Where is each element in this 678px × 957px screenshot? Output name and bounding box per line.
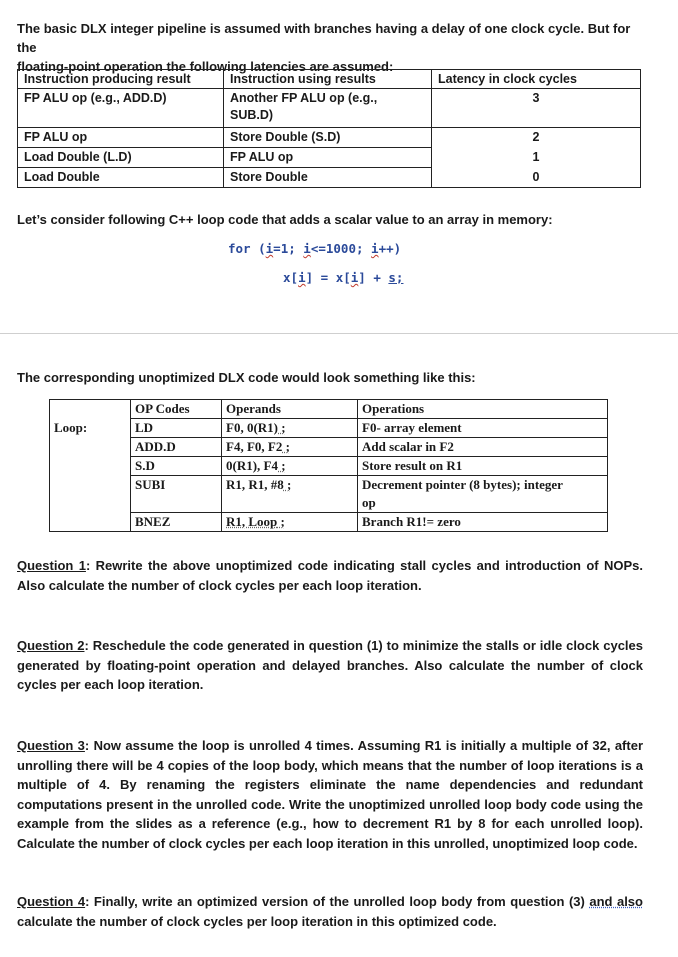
loop-intro: Let’s consider following C++ loop code that adds a scalar value to an array in memory: [17, 212, 553, 227]
dlx-semicolon: ; [282, 439, 290, 454]
cpp-token: ] [358, 270, 366, 285]
dlx-operands-text: 0(R1), F4 [226, 458, 278, 473]
latency-producer: Load Double [18, 168, 224, 188]
dlx-operation: Branch R1!= zero [358, 513, 608, 532]
latency-row [18, 128, 641, 148]
cpp-token: + [365, 270, 389, 285]
dlx-header-opcodes: OP Codes [131, 400, 222, 419]
question-label: Question 4 [17, 894, 86, 909]
question-text: : Now assume the loop is unrolled 4 times. Assuming R1 is initially a multiple of 32, after unrolling there will be 4 copies of the loop body, which means that the number of loop iterations is a multiple of 4. By renaming the registers eliminate the name dependencies and redundant computations present in the unrolled code. Write the unoptimized unrolled loop body code using the example from the slides as a reference (e.g., how to decrement R1 by 8 for each unrolled loop). Calculate the number of clock cycles per each loop iteration in this unrolled, unoptimized loop code. [17, 738, 644, 851]
question-text: : Rewrite the above unoptimized code indicating stall cycles and introduction of NOPs. Also calculate the number of clock cycles per each loop iteration. [17, 558, 643, 593]
dlx-operands [222, 438, 358, 457]
cpp-token: ++) [378, 241, 402, 256]
cpp-token: x[ [335, 270, 351, 285]
question-text-underlined: and also [589, 894, 643, 909]
cpp-for-line [228, 241, 401, 256]
cpp-var-i: i [350, 270, 359, 285]
dlx-opcode: ADD.D [131, 438, 222, 457]
cpp-var-s: s; [388, 270, 404, 285]
dlx-semicolon: ; [278, 420, 286, 435]
dlx-operands [222, 513, 358, 532]
dlx-label-cell [50, 476, 131, 513]
latency-header-user: Instruction using results [224, 70, 432, 89]
dlx-operands [222, 419, 358, 438]
table-row [50, 513, 608, 532]
dlx-header-operands: Operands [222, 400, 358, 419]
latency-header-producer: Instruction producing result [18, 70, 224, 89]
intro-line-2: floating-point operation the following latencies are assumed: [17, 59, 394, 74]
table-row [50, 438, 608, 457]
cpp-var-i: i [265, 241, 274, 256]
dlx-operation: F0- array element [358, 419, 608, 438]
cpp-var-i: i [303, 241, 311, 256]
dlx-label-cell [50, 457, 131, 476]
latency-producer: FP ALU op (e.g., ADD.D) [18, 89, 224, 128]
dlx-intro: The corresponding unoptimized DLX code would look something like this: [17, 370, 476, 385]
question-label: Question 3 [17, 738, 85, 753]
dlx-operands-text: R1, R1, #8 [226, 477, 284, 492]
dlx-semicolon: ; [283, 477, 292, 492]
latency-value: 3 [432, 89, 641, 128]
latency-table [17, 69, 641, 188]
question-label: Question 2 [17, 638, 85, 653]
dlx-code-table [49, 399, 608, 532]
table-row [50, 457, 608, 476]
latency-user-line2: SUB.D) [230, 108, 274, 122]
cpp-token: ] [305, 270, 314, 285]
latency-user [224, 89, 432, 128]
question-text: calculate the number of clock cycles per loop iteration in this optimized code. [17, 913, 497, 929]
latency-value: 0 [432, 168, 641, 188]
dlx-semicolon: ; [278, 458, 286, 473]
table-row [50, 476, 608, 513]
dlx-operands-text: F4, F0, F2 [226, 439, 283, 454]
dlx-label-cell [50, 513, 131, 532]
dlx-operands-text: R1, Loop [226, 514, 278, 529]
latency-row [18, 148, 641, 168]
latency-user: FP ALU op [224, 148, 432, 168]
question-text: : Reschedule the code generated in question (1) to minimize the stalls or idle clock cycles generated by floating-point operation and delayed branches. Also calculate the number of clock cycles per each loop iteration. [17, 638, 644, 692]
latency-producer: Load Double (L.D) [18, 148, 224, 168]
section-divider [0, 333, 678, 334]
cpp-token: x[ [283, 270, 299, 285]
dlx-operation: Add scalar in F2 [358, 438, 608, 457]
latency-user-line1: Another FP ALU op (e.g., [230, 91, 378, 105]
dlx-loop-label: Loop: [50, 419, 131, 438]
table-row [50, 419, 608, 438]
latency-value: 1 [432, 148, 641, 168]
dlx-operation-line1: Decrement pointer (8 bytes); integer [362, 477, 563, 492]
question-text: : Finally, write an optimized version of the unrolled loop body from question (3) [85, 894, 590, 909]
question-2 [17, 636, 643, 695]
latency-value: 2 [432, 128, 641, 148]
latency-row [18, 89, 641, 128]
dlx-operation-line2: op [362, 495, 376, 510]
cpp-var-i: i [371, 241, 379, 256]
dlx-opcode: SUBI [131, 476, 222, 513]
dlx-label-cell [50, 400, 131, 419]
cpp-token: ( [250, 241, 266, 256]
cpp-token: =1; [273, 241, 304, 256]
question-1 [17, 556, 643, 595]
cpp-var-i: i [298, 270, 306, 285]
latency-producer: FP ALU op [18, 128, 224, 148]
latency-row [18, 168, 641, 188]
intro-line-1: The basic DLX integer pipeline is assumed with branches having a delay of one clock cycle. But for the [17, 21, 631, 55]
latency-user: Store Double (S.D) [224, 128, 432, 148]
dlx-operands [222, 476, 358, 513]
cpp-token: <=1000; [310, 241, 372, 256]
question-4 [17, 892, 643, 931]
question-3 [17, 736, 643, 853]
intro-paragraph [17, 19, 643, 76]
dlx-operands-text: F0, 0(R1) [226, 420, 278, 435]
dlx-operands [222, 457, 358, 476]
dlx-operation: Store result on R1 [358, 457, 608, 476]
cpp-token: = [313, 270, 336, 285]
latency-header-latency: Latency in clock cycles [432, 70, 641, 89]
cpp-for-keyword: for [228, 241, 251, 256]
cpp-body-line [283, 270, 403, 285]
dlx-opcode: LD [131, 419, 222, 438]
question-label: Question 1 [17, 558, 86, 573]
dlx-opcode: S.D [131, 457, 222, 476]
dlx-header-operations: Operations [358, 400, 608, 419]
dlx-label-cell [50, 438, 131, 457]
latency-user: Store Double [224, 168, 432, 188]
dlx-operation [358, 476, 608, 513]
dlx-opcode: BNEZ [131, 513, 222, 532]
dlx-semicolon: ; [277, 514, 285, 529]
